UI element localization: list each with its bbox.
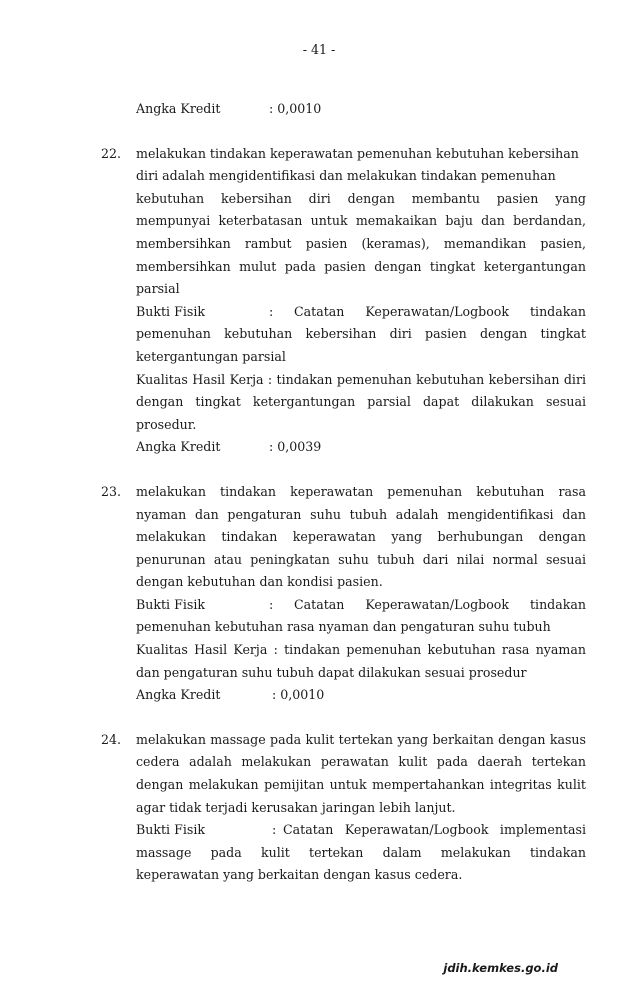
bukti-fisik <box>136 301 586 369</box>
kredit-value: : 0,0010 <box>269 101 322 116</box>
bukti-label: Bukti Fisik <box>136 596 205 612</box>
desc-line: kebutuhan kebersihan diri dengan membantu pasien yang <box>136 190 586 206</box>
item-description <box>136 481 586 594</box>
desc-line: agar tidak terjadi kerusakan jaringan lebih lanjut. <box>136 799 456 815</box>
desc-line: mempunyai keterbatasan untuk memakaikan baju dan berdandan, <box>136 213 586 229</box>
top-kredit-row <box>101 98 586 121</box>
bukti-line: massage pada kulit tertekan dalam melakukan tindakan <box>136 844 586 860</box>
bukti-fisik <box>136 594 586 639</box>
list-item-23 <box>101 481 586 707</box>
kualitas-line: prosedur. <box>136 416 197 432</box>
kredit-value: : 0,0039 <box>269 439 322 455</box>
kualitas-hasil-kerja <box>136 639 586 684</box>
desc-line: diri adalah mengidentifikasi dan melakukan tindakan pemenuhan <box>136 168 556 184</box>
bukti-fisik <box>136 819 586 887</box>
desc-line: parsial <box>136 281 180 297</box>
item-description <box>136 143 586 301</box>
bukti-line: Catatan Keperawatan/Logbook tindakan <box>294 596 586 612</box>
kualitas-line: dan pengaturan suhu tubuh dapat dilakukan sesuai prosedur <box>136 664 527 680</box>
kredit-row <box>136 436 586 459</box>
desc-line: dengan kebutuhan dan kondisi pasien. <box>136 574 383 590</box>
desc-line: melakukan tindakan keperawatan pemenuhan kebutuhan kebersihan <box>136 145 579 161</box>
desc-line: melakukan tindakan keperawatan yang berhubungan dengan <box>136 529 586 545</box>
kualitas-line: dengan tingkat ketergantungan parsial dapat dilakukan sesuai <box>136 394 586 410</box>
desc-line: cedera adalah melakukan perawatan kulit pada daerah tertekan <box>136 754 586 770</box>
kualitas-hasil-kerja <box>136 369 586 437</box>
bukti-line: ketergantungan parsial <box>136 348 286 364</box>
kredit-value: : 0,0010 <box>272 687 325 703</box>
bukti-line: Catatan Keperawatan/Logbook implementasi <box>283 822 586 838</box>
item-description <box>136 729 586 819</box>
desc-line: nyaman dan pengaturan suhu tubuh adalah mengidentifikasi dan <box>136 506 586 522</box>
kredit-row <box>136 684 586 707</box>
footer-source: jdih.kemkes.go.id <box>443 961 558 975</box>
bukti-label: Bukti Fisik <box>136 303 205 319</box>
list-item-22 <box>101 143 586 459</box>
kredit-label: Angka Kredit <box>136 439 221 455</box>
bukti-separator: : <box>269 303 274 319</box>
bukti-separator: : <box>269 596 274 612</box>
desc-line: melakukan tindakan keperawatan pemenuhan kebutuhan rasa <box>136 483 586 499</box>
item-number: 23. <box>101 483 122 499</box>
document-body <box>101 98 586 887</box>
item-number: 24. <box>101 731 122 747</box>
list-item-24 <box>101 729 586 887</box>
desc-line: membersihkan mulut pada pasien dengan tingkat ketergantungan <box>136 258 586 274</box>
page-number: - 41 - <box>302 42 336 57</box>
desc-line: membersihkan rambut pasien (keramas), memandikan pasien, <box>136 235 586 251</box>
kredit-label: Angka Kredit <box>136 101 221 116</box>
bukti-line: Catatan Keperawatan/Logbook tindakan <box>294 303 586 319</box>
bukti-label: Bukti Fisik <box>136 822 205 838</box>
bukti-line: keperawatan yang berkaitan dengan kasus cedera. <box>136 867 463 883</box>
bukti-separator: : <box>272 822 277 838</box>
kualitas-line: Kualitas Hasil Kerja : tindakan pemenuhan kebutuhan rasa nyaman <box>136 642 586 658</box>
desc-line: melakukan massage pada kulit tertekan yang berkaitan dengan kasus <box>136 731 586 747</box>
bukti-line: pemenuhan kebutuhan rasa nyaman dan pengaturan suhu tubuh <box>136 619 551 635</box>
desc-line: dengan melakukan pemijitan untuk mempertahankan integritas kulit <box>136 777 586 793</box>
bukti-line: pemenuhan kebutuhan kebersihan diri pasien dengan tingkat <box>136 326 586 342</box>
kualitas-line: Kualitas Hasil Kerja : tindakan pemenuhan kebutuhan kebersihan diri <box>136 371 586 387</box>
item-number: 22. <box>101 145 122 161</box>
desc-line: penurunan atau peningkatan suhu tubuh dari nilai normal sesuai <box>136 551 586 567</box>
kredit-label: Angka Kredit <box>136 687 221 703</box>
